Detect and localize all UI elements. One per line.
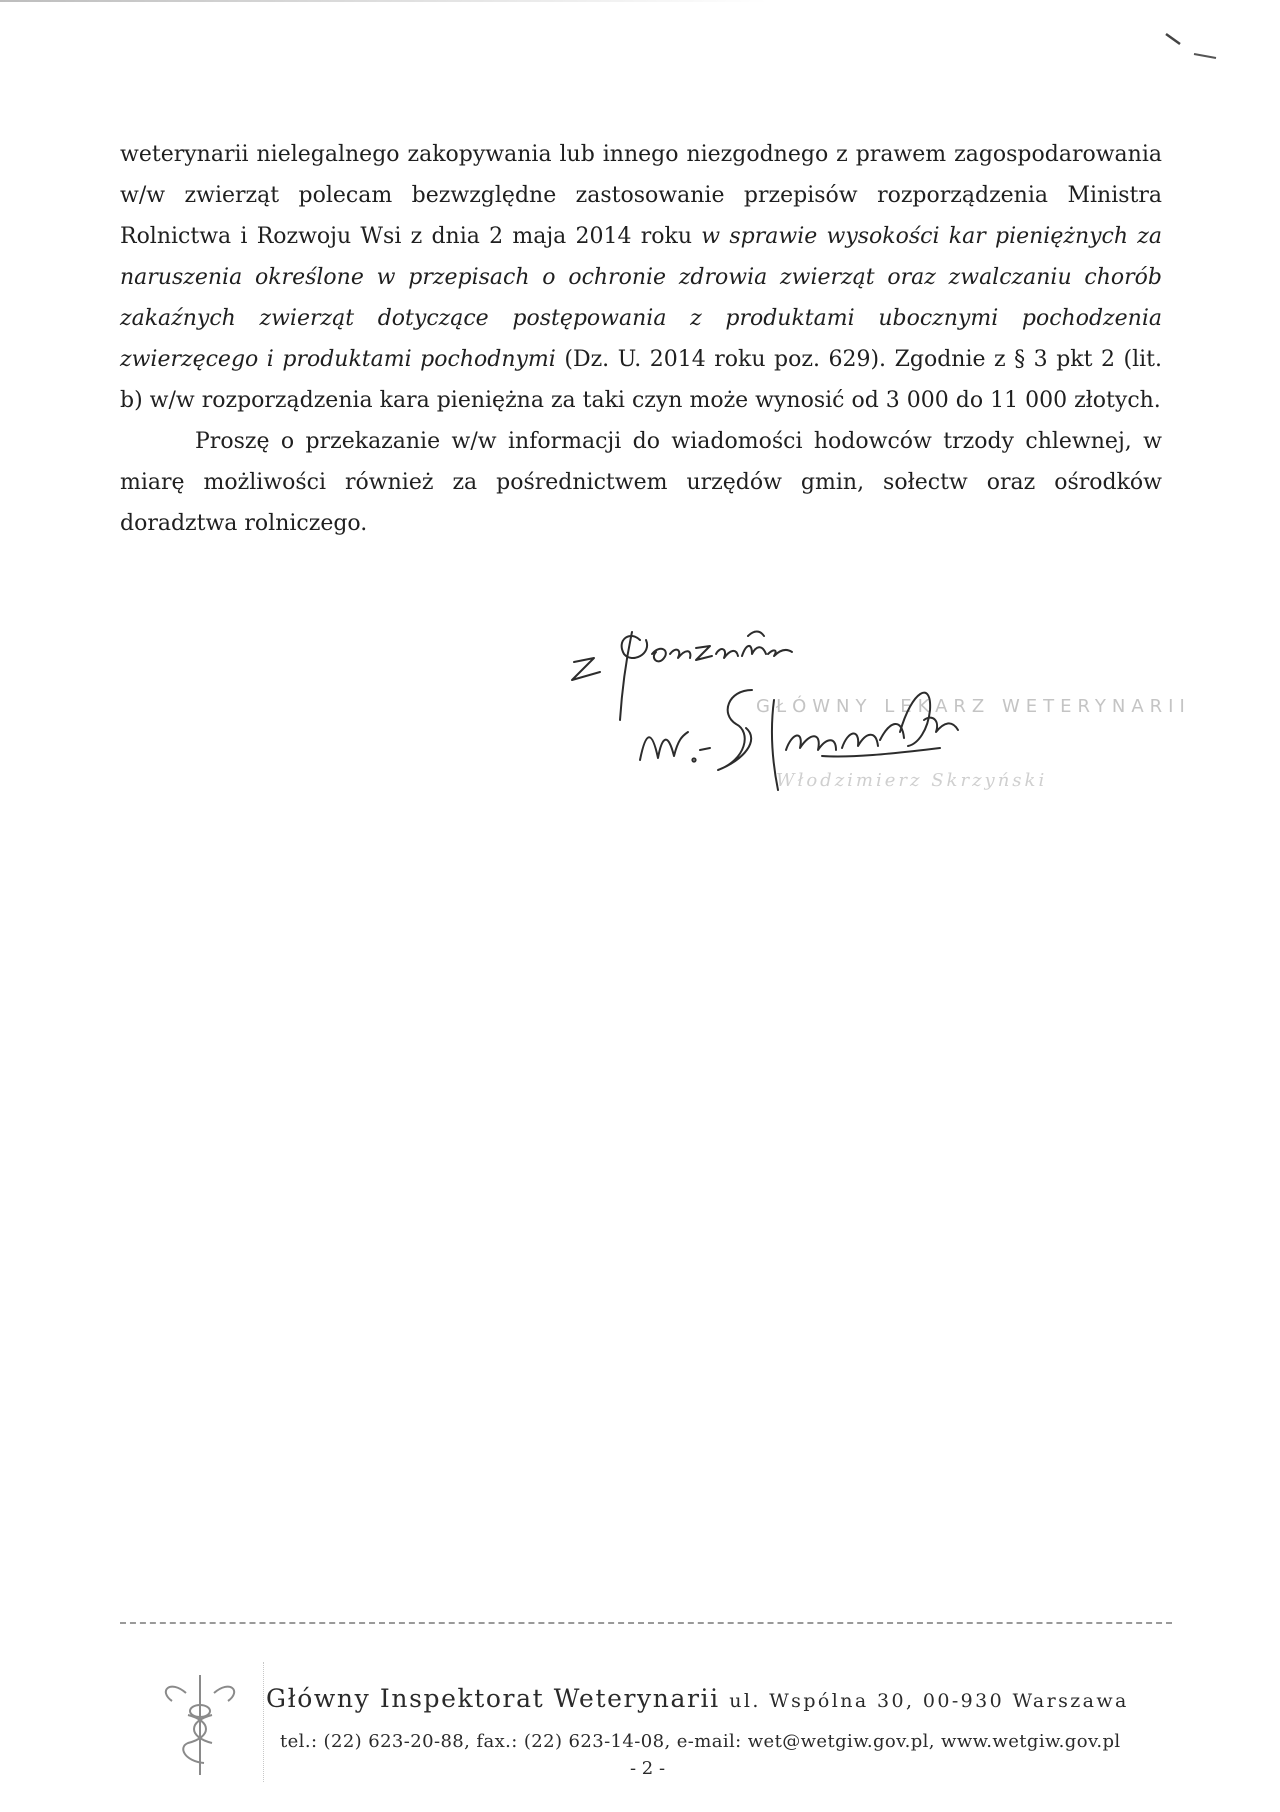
signature-block bbox=[560, 620, 1191, 830]
paragraph-regulation bbox=[120, 134, 1162, 421]
stamp-name: Włodzimierz Skrzyński bbox=[776, 770, 1048, 791]
caduceus-logo-icon bbox=[148, 1665, 258, 1785]
footer-institution-line bbox=[266, 1684, 1129, 1713]
letter-body bbox=[120, 134, 1162, 544]
regulation-text-start: weterynarii nielegalnego zakopywania lub innego niezgodnego z prawem zagospodarowania w/w zwierząt polecam bezwzględne zastosowanie przepisów rozporządzenia Ministra Rolnictwa i Rozwoju Wsi z dnia 2 maja 2014 roku bbox=[120, 142, 1162, 249]
institution-address: ul. Wspólna 30, 00-930 Warszawa bbox=[729, 1690, 1129, 1712]
regulation-title: w sprawie wysokości kar pieniężnych za naruszenia określone w przepisach o ochronie zdrowia zwierząt oraz zwalczaniu chorób zakaźnych zwierząt dotyczące postępowania z produktami ubocznymi pochodzenia zwierzęcego i produktami pochodnymi bbox=[120, 224, 1162, 372]
paragraph-request: Proszę o przekazanie w/w informacji do wiadomości hodowców trzody chlewnej, w miarę możliwości również za pośrednictwem urzędów gmin, sołectw oraz ośrodków doradztwa rolniczego. bbox=[120, 429, 1162, 536]
stamp-title: GŁÓWNY LEKARZ WETERYNARII bbox=[756, 696, 1191, 717]
footer-separator bbox=[120, 1622, 1172, 1624]
footer-contact-line: tel.: (22) 623-20-88, fax.: (22) 623-14-08, e-mail: wet@wetgiw.gov.pl, www.wetgiw.gov.pl bbox=[280, 1731, 1121, 1752]
institution-name: Główny Inspektorat Weterynarii bbox=[266, 1684, 720, 1713]
footer-divider bbox=[263, 1662, 264, 1782]
handwritten-signature bbox=[560, 620, 1100, 830]
page-number: - 2 - bbox=[630, 1758, 666, 1779]
scan-edge-line bbox=[0, 0, 1280, 2]
scan-mark-icon bbox=[1164, 22, 1224, 62]
regulation-text-end: (Dz. U. 2014 roku poz. 629). Zgodnie z § 3 pkt 2 (lit. b) w/w rozporządzenia kara pieniężna za taki czyn może wynosić od 3 000 do 11 000 złotych. bbox=[120, 347, 1162, 413]
